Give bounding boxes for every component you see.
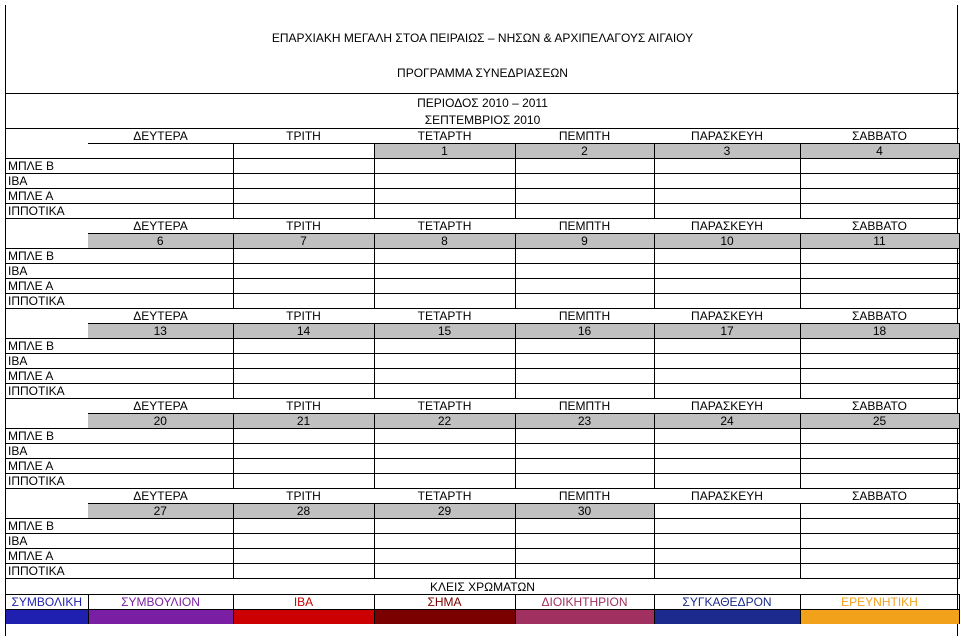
schedule-cell[interactable] — [654, 474, 800, 489]
schedule-cell[interactable] — [800, 474, 959, 489]
day-name-cell: ΤΡΙΤΗ — [233, 219, 374, 234]
schedule-cell[interactable] — [374, 339, 515, 354]
schedule-cell[interactable] — [515, 204, 654, 219]
legend-swatch — [800, 610, 959, 625]
date-cell[interactable]: 4 — [800, 144, 959, 159]
date-cell[interactable]: 13 — [88, 324, 233, 339]
schedule-cell[interactable] — [654, 264, 800, 279]
date-row — [6, 144, 959, 159]
lodge-row — [6, 534, 959, 549]
schedule-cell[interactable] — [800, 249, 959, 264]
lodge-row — [6, 474, 959, 489]
day-name-cell: ΠΑΡΑΣΚΕΥΗ — [654, 399, 800, 414]
schedule-cell[interactable] — [233, 564, 374, 579]
legend-swatch-row — [6, 610, 959, 625]
corner-cell — [6, 399, 88, 414]
lodge-name: ΜΠΛΕ Α — [6, 189, 88, 204]
schedule-cell[interactable] — [88, 384, 233, 399]
schedule-cell[interactable] — [88, 519, 233, 534]
corner-cell — [6, 324, 88, 339]
lodge-row — [6, 354, 959, 369]
lodge-row — [6, 174, 959, 189]
schedule-cell[interactable] — [88, 459, 233, 474]
schedule-cell[interactable] — [515, 459, 654, 474]
schedule-cell[interactable] — [88, 354, 233, 369]
date-cell[interactable]: 10 — [654, 234, 800, 249]
schedule-cell[interactable] — [654, 459, 800, 474]
schedule-cell[interactable] — [233, 159, 374, 174]
schedule-cell[interactable] — [515, 384, 654, 399]
schedule-cell[interactable] — [800, 369, 959, 384]
date-cell[interactable]: 7 — [233, 234, 374, 249]
date-cell[interactable]: 3 — [654, 144, 800, 159]
legend-swatch — [88, 610, 233, 625]
schedule-cell[interactable] — [88, 249, 233, 264]
date-cell[interactable]: 28 — [233, 504, 374, 519]
lodge-name: ΜΠΛΕ Β — [6, 159, 88, 174]
lodge-row — [6, 264, 959, 279]
legend-label: ΣΗΜΑ — [374, 595, 515, 610]
period-title: ΠΕΡΙΟΔΟΣ 2010 – 2011 — [6, 94, 959, 113]
schedule-cell[interactable] — [515, 519, 654, 534]
schedule-cell[interactable] — [374, 384, 515, 399]
lodge-row — [6, 459, 959, 474]
schedule-cell[interactable] — [654, 549, 800, 564]
schedule-cell[interactable] — [515, 339, 654, 354]
schedule-cell[interactable] — [233, 534, 374, 549]
schedule-cell[interactable] — [233, 429, 374, 444]
schedule-cell[interactable] — [233, 174, 374, 189]
day-header-row — [6, 399, 959, 414]
schedule-cell[interactable] — [654, 534, 800, 549]
schedule-cell[interactable] — [515, 174, 654, 189]
lodge-row — [6, 159, 959, 174]
schedule-cell[interactable] — [233, 279, 374, 294]
schedule-cell[interactable] — [374, 279, 515, 294]
schedule-cell[interactable] — [800, 204, 959, 219]
date-cell[interactable] — [800, 504, 959, 519]
schedule-cell[interactable] — [800, 264, 959, 279]
date-cell[interactable]: 2 — [515, 144, 654, 159]
month-title: ΣΕΠΤΕΜΒΡΙΟΣ 2010 — [424, 113, 541, 127]
schedule-cell[interactable] — [88, 339, 233, 354]
legend-title-row — [6, 579, 959, 595]
corner-cell — [6, 489, 88, 504]
schedule-cell[interactable] — [515, 354, 654, 369]
schedule-cell[interactable] — [374, 534, 515, 549]
day-name-cell: ΠΕΜΠΤΗ — [515, 399, 654, 414]
corner-cell — [6, 414, 88, 429]
lodge-name: ΙΠΠΟΤΙΚΑ — [6, 204, 88, 219]
day-name-cell: ΣΑΒΒΑΤΟ — [800, 489, 959, 504]
day-name-cell: ΠΕΜΠΤΗ — [515, 489, 654, 504]
lodge-row — [6, 279, 959, 294]
legend-label: ΣΥΓΚΑΘΕΔΡΟΝ — [654, 595, 800, 610]
schedule-cell[interactable] — [654, 384, 800, 399]
lodge-row — [6, 549, 959, 564]
lodge-row — [6, 294, 959, 309]
corner-cell — [6, 144, 88, 159]
date-cell[interactable]: 20 — [88, 414, 233, 429]
lodge-name: ΙΠΠΟΤΙΚΑ — [6, 564, 88, 579]
schedule-cell[interactable] — [233, 189, 374, 204]
lodge-name: ΙΒΑ — [6, 174, 88, 189]
schedule-cell[interactable] — [515, 549, 654, 564]
schedule-cell[interactable] — [654, 279, 800, 294]
schedule-cell[interactable] — [800, 444, 959, 459]
schedule-cell[interactable] — [515, 249, 654, 264]
lodge-name: ΜΠΛΕ Α — [6, 459, 88, 474]
date-cell[interactable]: 18 — [800, 324, 959, 339]
lodge-name: ΜΠΛΕ Β — [6, 429, 88, 444]
schedule-cell[interactable] — [233, 369, 374, 384]
day-name-cell: ΤΡΙΤΗ — [233, 489, 374, 504]
lodge-row — [6, 189, 959, 204]
day-name-cell: ΣΑΒΒΑΤΟ — [800, 309, 959, 324]
date-cell[interactable]: 16 — [515, 324, 654, 339]
date-cell[interactable]: 25 — [800, 414, 959, 429]
schedule-cell[interactable] — [374, 564, 515, 579]
lodge-title: ΕΠΑΡΧΙΑΚΗ ΜΕΓΑΛΗ ΣΤΟΑ ΠΕΙΡΑΙΩΣ – ΝΗΣΩΝ & ΑΡΧΙΠΕΛΑΓΟΥΣ ΑΙΓΑΙΟΥ — [271, 31, 694, 45]
day-name-cell: ΠΕΜΠΤΗ — [515, 309, 654, 324]
schedule-cell[interactable] — [654, 294, 800, 309]
schedule-cell[interactable] — [800, 534, 959, 549]
lodge-row — [6, 564, 959, 579]
schedule-cell[interactable] — [88, 264, 233, 279]
legend-label: ΣΥΜΒΟΛΙΚΗ — [6, 595, 88, 610]
lodge-name: ΜΠΛΕ Β — [6, 249, 88, 264]
schedule-cell[interactable] — [654, 519, 800, 534]
legend-swatch — [515, 610, 654, 625]
schedule-cell[interactable] — [800, 339, 959, 354]
day-name-cell: ΣΑΒΒΑΤΟ — [800, 219, 959, 234]
date-cell[interactable] — [233, 144, 374, 159]
lodge-row — [6, 204, 959, 219]
lodge-name: ΙΠΠΟΤΙΚΑ — [6, 294, 88, 309]
schedule-cell[interactable] — [515, 474, 654, 489]
schedule-cell[interactable] — [233, 354, 374, 369]
schedule-cell[interactable] — [515, 534, 654, 549]
schedule-cell[interactable] — [800, 174, 959, 189]
date-cell[interactable]: 23 — [515, 414, 654, 429]
day-name-cell: ΤΡΙΤΗ — [233, 309, 374, 324]
schedule-cell[interactable] — [233, 444, 374, 459]
day-name-cell: ΣΑΒΒΑΤΟ — [800, 129, 959, 144]
date-cell[interactable]: 11 — [800, 234, 959, 249]
schedule-cell[interactable] — [88, 444, 233, 459]
lodge-name: ΜΠΛΕ Α — [6, 549, 88, 564]
day-name-cell: ΤΕΤΑΡΤΗ — [374, 399, 515, 414]
date-cell[interactable]: 30 — [515, 504, 654, 519]
date-row — [6, 324, 959, 339]
schedule-cell[interactable] — [654, 354, 800, 369]
schedule-cell[interactable] — [515, 279, 654, 294]
schedule-cell[interactable] — [88, 369, 233, 384]
corner-cell — [6, 129, 88, 144]
schedule-cell[interactable] — [374, 174, 515, 189]
schedule-cell[interactable] — [88, 204, 233, 219]
lodge-name: ΜΠΛΕ Β — [6, 519, 88, 534]
day-name-cell: ΤΕΤΑΡΤΗ — [374, 489, 515, 504]
schedule-cell[interactable] — [654, 564, 800, 579]
schedule-cell[interactable] — [654, 339, 800, 354]
schedule-cell[interactable] — [374, 354, 515, 369]
schedule-cell[interactable] — [374, 249, 515, 264]
date-cell[interactable]: 14 — [233, 324, 374, 339]
schedule-cell[interactable] — [515, 159, 654, 174]
schedule-cell[interactable] — [515, 564, 654, 579]
lodge-row — [6, 369, 959, 384]
schedule-cell[interactable] — [374, 549, 515, 564]
lodge-name: ΙΒΑ — [6, 534, 88, 549]
schedule-cell[interactable] — [515, 369, 654, 384]
date-cell[interactable]: 29 — [374, 504, 515, 519]
schedule-cell[interactable] — [800, 519, 959, 534]
corner-cell — [6, 504, 88, 519]
schedule-cell[interactable] — [515, 444, 654, 459]
schedule-cell[interactable] — [800, 189, 959, 204]
schedule-cell[interactable] — [374, 444, 515, 459]
lodge-name: ΙΒΑ — [6, 354, 88, 369]
day-name-cell: ΔΕΥΤΕΡΑ — [88, 399, 233, 414]
schedule-cell[interactable] — [800, 459, 959, 474]
day-name-cell: ΠΑΡΑΣΚΕΥΗ — [654, 489, 800, 504]
date-cell[interactable]: 15 — [374, 324, 515, 339]
schedule-cell[interactable] — [374, 204, 515, 219]
lodge-name: ΜΠΛΕ Β — [6, 339, 88, 354]
schedule-cell[interactable] — [800, 159, 959, 174]
schedule-cell[interactable] — [515, 264, 654, 279]
day-name-cell: ΔΕΥΤΕΡΑ — [88, 129, 233, 144]
schedule-cell[interactable] — [374, 189, 515, 204]
schedule-cell[interactable] — [374, 264, 515, 279]
date-cell[interactable]: 21 — [233, 414, 374, 429]
spreadsheet — [5, 5, 958, 636]
day-name-cell: ΣΑΒΒΑΤΟ — [800, 399, 959, 414]
calendar-grid — [6, 5, 960, 624]
schedule-cell[interactable] — [800, 384, 959, 399]
schedule-cell[interactable] — [654, 204, 800, 219]
legend-swatch — [654, 610, 800, 625]
lodge-row — [6, 429, 959, 444]
day-name-cell: ΤΕΤΑΡΤΗ — [374, 219, 515, 234]
schedule-cell[interactable] — [800, 354, 959, 369]
date-cell[interactable]: 6 — [88, 234, 233, 249]
schedule-cell[interactable] — [654, 444, 800, 459]
day-name-cell: ΠΑΡΑΣΚΕΥΗ — [654, 129, 800, 144]
lodge-name: ΙΠΠΟΤΙΚΑ — [6, 474, 88, 489]
lodge-row — [6, 339, 959, 354]
legend-swatch — [374, 610, 515, 625]
schedule-cell[interactable] — [800, 294, 959, 309]
day-name-cell: ΔΕΥΤΕΡΑ — [88, 219, 233, 234]
schedule-cell[interactable] — [654, 159, 800, 174]
lodge-row — [6, 519, 959, 534]
day-header-row — [6, 489, 959, 504]
lodge-name: ΙΠΠΟΤΙΚΑ — [6, 384, 88, 399]
schedule-cell[interactable] — [88, 294, 233, 309]
lodge-row — [6, 384, 959, 399]
legend-title: ΚΛΕΙΣ ΧΡΩΜΑΤΩΝ — [6, 579, 959, 595]
legend-label-row — [6, 595, 959, 610]
schedule-cell[interactable] — [374, 519, 515, 534]
date-row — [6, 234, 959, 249]
schedule-cell[interactable] — [374, 474, 515, 489]
schedule-cell[interactable] — [88, 189, 233, 204]
schedule-cell[interactable] — [88, 429, 233, 444]
day-header-row — [6, 129, 959, 144]
schedule-cell[interactable] — [654, 189, 800, 204]
day-header-row — [6, 309, 959, 324]
date-cell[interactable]: 17 — [654, 324, 800, 339]
schedule-cell[interactable] — [233, 264, 374, 279]
day-name-cell: ΤΡΙΤΗ — [233, 129, 374, 144]
schedule-cell[interactable] — [800, 549, 959, 564]
date-cell[interactable]: 1 — [374, 144, 515, 159]
schedule-cell[interactable] — [233, 294, 374, 309]
legend-label: ΣΥΜΒΟΥΛΙΟΝ — [88, 595, 233, 610]
day-name-cell: ΤΕΤΑΡΤΗ — [374, 129, 515, 144]
legend-swatch — [6, 610, 88, 625]
schedule-cell[interactable] — [88, 174, 233, 189]
date-cell[interactable] — [654, 504, 800, 519]
day-name-cell: ΤΕΤΑΡΤΗ — [374, 309, 515, 324]
corner-cell — [6, 309, 88, 324]
legend-swatch — [233, 610, 374, 625]
day-name-cell: ΔΕΥΤΕΡΑ — [88, 309, 233, 324]
date-cell[interactable]: 24 — [654, 414, 800, 429]
schedule-cell[interactable] — [88, 159, 233, 174]
date-cell[interactable]: 8 — [374, 234, 515, 249]
schedule-cell[interactable] — [654, 174, 800, 189]
schedule-cell[interactable] — [374, 294, 515, 309]
schedule-cell[interactable] — [233, 519, 374, 534]
schedule-cell[interactable] — [654, 429, 800, 444]
schedule-cell[interactable] — [233, 339, 374, 354]
date-row — [6, 414, 959, 429]
schedule-cell[interactable] — [233, 474, 374, 489]
legend-label: ΔΙΟΙΚΗΤΗΡΙΟΝ — [515, 595, 654, 610]
day-name-cell: ΠΕΜΠΤΗ — [515, 219, 654, 234]
schedule-cell[interactable] — [374, 159, 515, 174]
schedule-cell[interactable] — [88, 474, 233, 489]
lodge-name: ΜΠΛΕ Α — [6, 279, 88, 294]
schedule-cell[interactable] — [800, 279, 959, 294]
lodge-row — [6, 249, 959, 264]
schedule-cell[interactable] — [800, 429, 959, 444]
schedule-cell[interactable] — [233, 204, 374, 219]
schedule-cell[interactable] — [233, 249, 374, 264]
schedule-cell[interactable] — [515, 294, 654, 309]
date-cell[interactable] — [88, 144, 233, 159]
schedule-cell[interactable] — [374, 459, 515, 474]
day-name-cell: ΠΑΡΑΣΚΕΥΗ — [654, 309, 800, 324]
schedule-cell[interactable] — [515, 189, 654, 204]
schedule-cell[interactable] — [233, 459, 374, 474]
day-header-row — [6, 219, 959, 234]
day-name-cell: ΠΑΡΑΣΚΕΥΗ — [654, 219, 800, 234]
schedule-cell[interactable] — [88, 534, 233, 549]
schedule-cell[interactable] — [374, 369, 515, 384]
schedule-cell[interactable] — [88, 279, 233, 294]
schedule-cell[interactable] — [88, 564, 233, 579]
date-cell[interactable]: 9 — [515, 234, 654, 249]
day-name-cell: ΤΡΙΤΗ — [233, 399, 374, 414]
day-name-cell: ΔΕΥΤΕΡΑ — [88, 489, 233, 504]
schedule-cell[interactable] — [88, 549, 233, 564]
date-row — [6, 504, 959, 519]
schedule-cell[interactable] — [233, 384, 374, 399]
day-name-cell: ΠΕΜΠΤΗ — [515, 129, 654, 144]
schedule-cell[interactable] — [800, 564, 959, 579]
legend-label: ΕΡΕΥΝΗΤΙΚΗ — [800, 595, 959, 610]
schedule-cell[interactable] — [654, 249, 800, 264]
schedule-cell[interactable] — [233, 549, 374, 564]
lodge-name: ΜΠΛΕ Α — [6, 369, 88, 384]
schedule-cell[interactable] — [374, 429, 515, 444]
schedule-cell[interactable] — [654, 369, 800, 384]
program-title: ΠΡΟΓΡΑΜΜΑ ΣΥΝΕΔΡΙΑΣΕΩΝ — [397, 66, 568, 80]
schedule-cell[interactable] — [515, 429, 654, 444]
lodge-row — [6, 444, 959, 459]
corner-cell — [6, 219, 88, 234]
legend-label: ΙΒΑ — [233, 595, 374, 610]
date-cell[interactable]: 27 — [88, 504, 233, 519]
date-cell[interactable]: 22 — [374, 414, 515, 429]
lodge-name: ΙΒΑ — [6, 264, 88, 279]
lodge-name: ΙΒΑ — [6, 444, 88, 459]
corner-cell — [6, 234, 88, 249]
